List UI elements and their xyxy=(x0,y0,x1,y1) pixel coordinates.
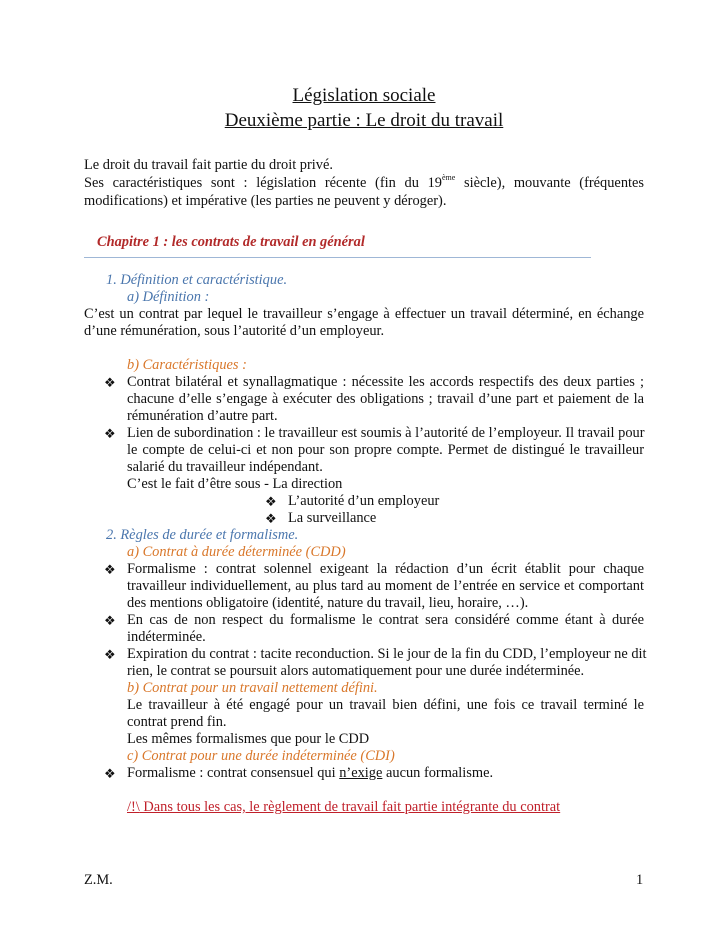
b2-line-3: salarié du travailleur indépendant. xyxy=(127,459,323,475)
intro-line-1: Le droit du travail fait partie du droit privé. xyxy=(84,157,333,173)
sub-b-line-1: Le travailleur à été engagé pour un travail bien défini, une fois ce travail terminé le xyxy=(127,697,644,713)
page-subtitle: Deuxième partie : Le droit du travail xyxy=(224,110,504,131)
sub-b-line-2: contrat prend fin. xyxy=(127,714,227,730)
definition-line-2: d’une rémunération, sous l’autorité d’un employeur. xyxy=(84,323,385,339)
diamond-bullet-icon: ❖ xyxy=(104,647,116,662)
note-line: /!\ Dans tous les cas, le règlement de travail fait partie intégrante du contrat xyxy=(127,799,561,815)
a3-line-1: Expiration du contrat : tacite reconduction. Si le jour de la fin du CDD, l’employeur ne dit xyxy=(127,646,647,662)
b2-line-2: le compte de celui-ci et non pour son propre compte. Permet de distingué le travailleur xyxy=(127,442,644,458)
chapter-rule xyxy=(84,257,591,258)
a1-line-1: Formalisme : contrat solennel exigeant la rédaction d’un écrit établit pour chaque xyxy=(127,561,644,577)
chapter-heading: Chapitre 1 : les contrats de travail en général xyxy=(97,234,365,250)
b2-line-1: Lien de subordination : le travailleur est soumis à l’autorité de l’employeur. Il travail pour xyxy=(127,425,645,441)
diamond-bullet-icon: ❖ xyxy=(265,511,277,526)
intro-line-3: modifications) et impérative (les parties ne peuvent y déroger). xyxy=(84,193,447,209)
diamond-bullet-icon: ❖ xyxy=(104,426,116,441)
page-title: Législation sociale xyxy=(292,85,436,106)
section-1-sub-b: b) Caractéristiques : xyxy=(127,357,247,373)
a2-line-2: indéterminée. xyxy=(127,629,206,645)
section-1-sub-a: a) Définition : xyxy=(127,289,210,305)
a3-line-2: rien, le contrat se poursuit alors automatiquement pour une durée indéterminée. xyxy=(127,663,585,679)
a1-line-3: des mentions obligatoire (identité, nature du travail, lieu, horaire, …). xyxy=(127,595,529,611)
section-2-heading: 2. Règles de durée et formalisme. xyxy=(106,527,299,543)
warning-icon: /!\ xyxy=(127,799,140,815)
b2-sub-1: L’autorité d’un employeur xyxy=(288,493,440,509)
diamond-bullet-icon: ❖ xyxy=(104,375,116,390)
sub-b-line-3: Les mêmes formalismes que pour le CDD xyxy=(127,731,370,747)
page-number: 1 xyxy=(636,872,644,888)
section-2-sub-c: c) Contrat pour une durée indéterminée (CDI) xyxy=(127,748,395,764)
diamond-bullet-icon: ❖ xyxy=(104,766,116,781)
intro-line-2: Ses caractéristiques sont : législation récente (fin du 19ème siècle), mouvante (fréquentes xyxy=(84,173,644,191)
b2-sub-2: La surveillance xyxy=(288,510,377,526)
footer-author: Z.M. xyxy=(84,872,113,888)
diamond-bullet-icon: ❖ xyxy=(104,562,116,577)
a2-line-1: En cas de non respect du formalisme le contrat sera considéré comme étant à durée xyxy=(127,612,644,628)
definition-line-1: C’est un contrat par lequel le travailleur s’engage à effectuer un travail déterminé, en échange xyxy=(84,306,644,322)
diamond-bullet-icon: ❖ xyxy=(104,613,116,628)
b1-line-3: rémunération d’autre part. xyxy=(127,408,278,424)
b1-line-2: chacune d’elle s’engage à exécuter des obligations ; travail d’une part et paiement de la xyxy=(127,391,644,407)
section-1-heading: 1. Définition et caractéristique. xyxy=(106,272,288,288)
a1-line-2: travailleur individuellement, au plus tard au moment de l’entrée en service et comportant xyxy=(127,578,644,594)
section-2-sub-a: a) Contrat à durée déterminée (CDD) xyxy=(127,544,346,560)
section-2-sub-b: b) Contrat pour un travail nettement défini. xyxy=(127,680,378,696)
b2-line-4: C’est le fait d’être sous - La direction xyxy=(127,476,343,492)
b1-line-1: Contrat bilatéral et synallagmatique : nécessite les accords respectifs des deux parties ; xyxy=(127,374,644,390)
c1-line: Formalisme : contrat consensuel qui n’exige aucun formalisme. xyxy=(127,765,494,781)
diamond-bullet-icon: ❖ xyxy=(265,494,277,509)
